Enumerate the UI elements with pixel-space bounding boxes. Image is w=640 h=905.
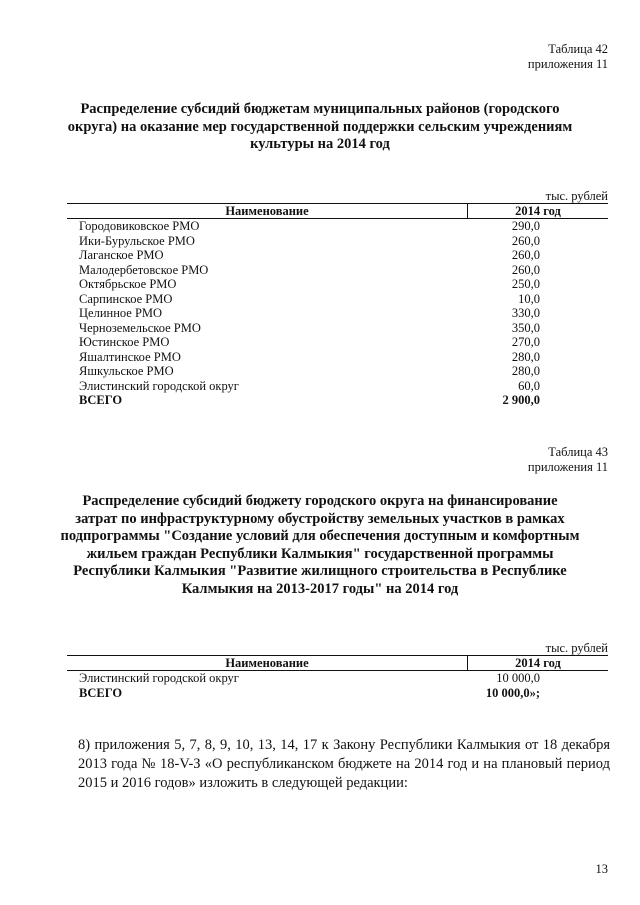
table42-row-name: Октябрьское РМО <box>79 277 177 291</box>
table42-row-name: Лаганское РМО <box>79 248 164 262</box>
table43-row-value: 10 000,0 <box>496 671 540 685</box>
table42-header-row <box>67 204 608 219</box>
table42-row <box>67 350 608 365</box>
table43-caption-line2: приложения 11 <box>527 460 608 474</box>
table42-row <box>67 335 608 350</box>
table42-row-value: 260,0 <box>511 233 540 248</box>
table42-row-name: Яшкульское РМО <box>79 364 174 378</box>
table42-caption-line1: Таблица 42 <box>548 42 608 56</box>
table42-row <box>67 234 608 249</box>
table42-row <box>67 277 608 292</box>
table42-total-value: 2 900,0 <box>502 393 540 407</box>
table43-total-row <box>67 686 608 701</box>
table42-row-name: Малодербетовское РМО <box>79 262 209 277</box>
page-number: 13 <box>595 862 608 876</box>
table43-total-value: 10 000,0»; <box>485 685 540 700</box>
table42-caption <box>528 42 608 72</box>
table43-caption <box>528 445 608 475</box>
table42-total-row <box>67 393 608 408</box>
table43-units: тыс. рублей <box>545 641 608 655</box>
table43-header-year: 2014 год <box>468 656 609 671</box>
table42-row-value: 290,0 <box>511 219 540 233</box>
table43-caption-line1: Таблица 43 <box>548 445 608 459</box>
table42-row <box>67 379 608 394</box>
table42-row-value: 350,0 <box>511 320 540 335</box>
table42-row <box>67 321 608 336</box>
table43-header-name: Наименование <box>67 656 468 671</box>
table42-row <box>67 219 608 234</box>
table43-title: Распределение субсидий бюджету городского округа на финансирование затрат по инфраструктурному обустройству земельных участков в рамках подпрограммы "Создание условий для обеспечения доступным и комфортным жильем граждан Республики Калмыкия" государственной программы Республики Калмыкия "Развитие жилищного строительства в Республике Калмыкия на 2013-2017 годы" на 2014 год <box>60 493 580 597</box>
table43 <box>67 655 608 700</box>
table42-row-name: Сарпинское РМО <box>79 291 173 306</box>
table42-row-value: 270,0 <box>511 335 540 349</box>
table43-row <box>67 671 608 686</box>
table42-row-name: Городовиковское РМО <box>79 219 200 233</box>
table42-row <box>67 306 608 321</box>
table42-caption-line2: приложения 11 <box>527 57 608 71</box>
table42-row-name: Юстинское РМО <box>79 335 170 349</box>
table42-units: тыс. рублей <box>545 189 608 203</box>
table42 <box>67 203 608 408</box>
table42-title: Распределение субсидий бюджетам муниципальных районов (городского округа) на оказание мер государственной поддержки сельским учреждениям культуры на 2014 год <box>67 101 573 152</box>
table42-row-name: Целинное РМО <box>79 306 163 320</box>
table42-header-year: 2014 год <box>468 204 609 219</box>
table42-row-name: Черноземельское РМО <box>79 320 201 335</box>
table42-row-value: 260,0 <box>511 262 540 277</box>
table42-row-name: Элистинский городской округ <box>79 378 239 393</box>
table42-row <box>67 364 608 379</box>
table43-total-label: ВСЕГО <box>79 685 123 700</box>
table42-row <box>67 263 608 278</box>
amendment-paragraph: 8) приложения 5, 7, 8, 9, 10, 13, 14, 17 к Закону Республики Калмыкия от 18 декабря 2013 года № 18-V-З «О республиканском бюджете на 2014 год и на плановый период 2015 и 2016 годов» изложить в следующей редакции: <box>78 737 610 791</box>
table42-row-value: 10,0 <box>518 291 540 306</box>
table42-row-value: 260,0 <box>511 248 540 262</box>
table42-row-name: Яшалтинское РМО <box>79 349 181 364</box>
table43-header-row <box>67 656 608 671</box>
table42-row-value: 280,0 <box>511 364 540 378</box>
table42-row-value: 60,0 <box>518 378 540 393</box>
table42-row-value: 250,0 <box>511 277 540 291</box>
table42-row <box>67 248 608 263</box>
table42-row-value: 280,0 <box>511 349 540 364</box>
table42-row <box>67 292 608 307</box>
table42-row-name: Ики-Бурульское РМО <box>79 233 195 248</box>
table42-row-value: 330,0 <box>511 306 540 320</box>
table42-header-name: Наименование <box>67 204 468 219</box>
table43-row-name: Элистинский городской округ <box>79 671 239 685</box>
table42-total-label: ВСЕГО <box>79 393 123 407</box>
